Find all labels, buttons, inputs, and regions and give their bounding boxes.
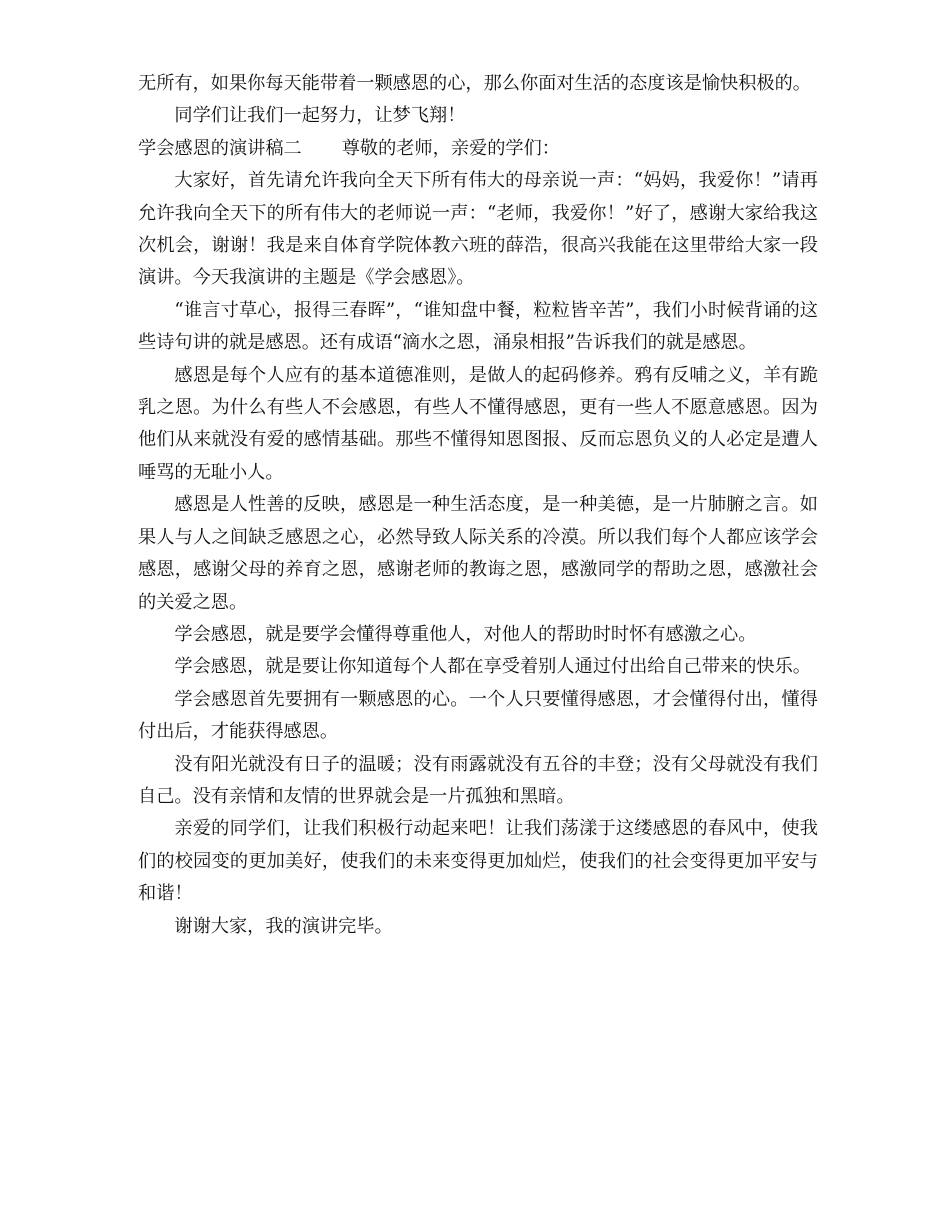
paragraph-continuation: 无所有，如果你每天能带着一颗感恩的心，那么你面对生活的态度该是愉快积极的。 — [138, 73, 811, 94]
paragraph-moral-principle: 感恩是每个人应有的基本道德准则，是做人的起码修养。鸦有反哺之义，羊有跪乳之恩。为什么有些人不会感恩，有些人不懂得感恩，更有一些人不愿意感恩。因为他们从来就没有爱的感情基础。那些不懂得知恩图报、反而忘恩负义的人必定是遭人唾骂的无耻小人。 — [138, 364, 818, 483]
paragraph-respect: 学会感恩，就是要学会懂得尊重他人，对他人的帮助时时怀有感激之心。 — [174, 623, 757, 645]
paragraph-enjoyment: 学会感恩，就是要让你知道每个人都在享受着别人通过付出给自己带来的快乐。 — [174, 656, 811, 678]
paragraph-greeting: 大家好，首先请允许我向全天下所有伟大的母亲说一声：“妈妈，我爱你！”请再允许我向全天下的所有伟大的老师说一声：“老师，我爱你！”好了，感谢大家给我这次机会，谢谢！我是来自体育学院体教六班的薛浩，很高兴我能在这里带给大家一段演讲。今天我演讲的主题是《学会感恩》。 — [138, 170, 818, 289]
document-page — [138, 68, 818, 943]
paragraph-thanks: 谢谢大家，我的演讲完毕。 — [174, 915, 393, 937]
paragraph-poems: “谁言寸草心，报得三春晖”，“谁知盘中餐，粒粒皆辛苦”，我们小时候背诵的这些诗句讲的就是感恩。还有成语“滴水之恩，涌泉相报”告诉我们的就是感恩。 — [138, 299, 818, 354]
paragraph-call-to-action: 亲爱的同学们，让我们积极行动起来吧！让我们荡漾于这缕感恩的春风中，使我们的校园变的更加美好，使我们的未来变得更加灿烂，使我们的社会变得更加平安与和谐！ — [138, 818, 818, 905]
speech-salutation: 尊敬的老师，亲爱的学们： — [341, 137, 560, 159]
paragraph-grateful-heart: 学会感恩首先要拥有一颗感恩的心。一个人只要懂得感恩，才会懂得付出，懂得付出后，才能获得感恩。 — [138, 688, 818, 743]
speech-title: 学会感恩的演讲稿二 — [138, 137, 302, 159]
paragraph-closing-call: 同学们让我们一起努力，让梦飞翔！ — [174, 105, 466, 127]
paragraph-human-nature: 感恩是人性善的反映，感恩是一种生活态度，是一种美德，是一片肺腑之言。如果人与人之间缺乏感恩之心，必然导致人际关系的冷漠。所以我们每个人都应该学会感恩，感谢父母的养育之恩，感谢老师的教诲之恩，感激同学的帮助之恩，感激社会的关爱之恩。 — [138, 494, 818, 613]
paragraph-sunshine: 没有阳光就没有日子的温暖；没有雨露就没有五谷的丰登；没有父母就没有我们自己。没有亲情和友情的世界就会是一片孤独和黑暗。 — [138, 753, 818, 807]
speech-heading — [138, 133, 818, 165]
